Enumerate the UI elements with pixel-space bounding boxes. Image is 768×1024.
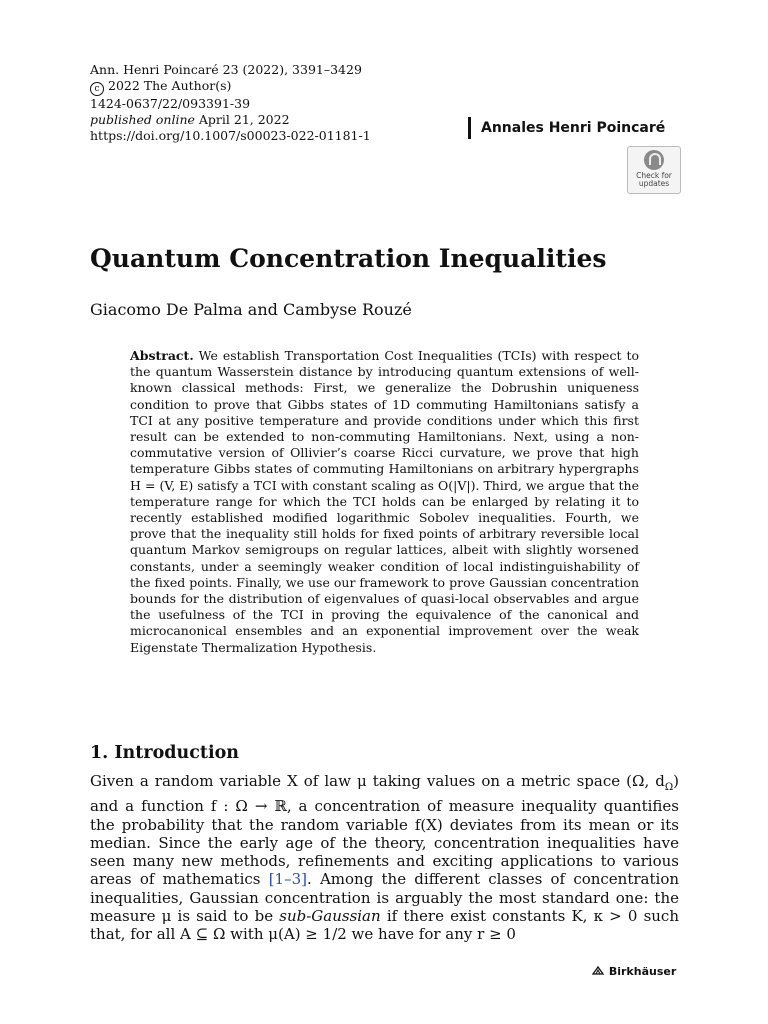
abstract-text: We establish Transportation Cost Inequalities (TCIs) with respect to the quantum Wasserstein distance by introducing quantum extensions of well-known classical methods: First, we generalize the Dobrushin uniqueness condition to prove that Gibbs states of 1D commuting Hamiltonians satisfy a TCI at any positive temperature and provide conditions under which this first result can be extended to non-commuting Hamiltonians. Next, using a non-commutative version of Ollivier’s coarse Ricci curvature, we prove that high temperature Gibbs states of commuting Hamiltonians on arbitrary hypergraphs H = (V, E) satisfy a TCI with constant scaling as O(|V|). Third, we argue that the temperature range for which the TCI holds can be enlarged by relating it to recently established modified logarithmic Sobolev inequalities. Fourth, we prove that the inequality still holds for fixed points of arbitrary reversible local quantum Markov semigroups on regular lattices, albeit with slightly worsened constants, under a seemingly weaker condition of local indistinguishability of the fixed points. Finally, we use our framework to prove Gaussian concentration bounds for the distribution of eigenvalues of quasi-local observables and argue the usefulness of the TCI in proving the equivalence of the canonical and microcanonical ensembles and an exponential improvement over the weak Eigenstate Thermalization Hypothesis. (130, 348, 639, 655)
author-list: Giacomo De Palma and Cambyse Rouzé (90, 300, 412, 319)
copyright-line: c 2022 The Author(s) (90, 78, 371, 96)
abstract (130, 348, 639, 656)
issn-line: 1424-0637/22/093391-39 (90, 96, 251, 111)
copyright-icon: c (90, 82, 104, 96)
citation-line: Ann. Henri Poincaré 23 (2022), 3391–3429 (90, 62, 362, 77)
published-online-line: published online April 21, 2022 (90, 112, 290, 127)
intro-paragraph: Given a random variable X of law μ taking values on a metric space (Ω, $d_\Omega$) and a function f : Ω → ℝ, a concentration of measure inequality quantifies the probability that the random variable f(X) deviates from its mean or its median. Since the early age of the theory, concentration inequalities have seen many new methods, refinements and exciting applications to various areas of mathematics [1–3]. Among the different classes of concentration inequalities, Gaussian concentration is arguably the most standard one: the measure μ is said to be sub-Gaussian if there exist constants K, κ > 0 such that, for all A ⊆ Ω with μ(A) ≥ 1/2 we have for any r ≥ 0 (90, 772, 680, 944)
doi-link[interactable]: https://doi.org/10.1007/s00023-022-01181-1 (90, 128, 371, 143)
check-for-updates-icon (644, 150, 664, 170)
publisher-logo: Birkhäuser (592, 965, 676, 978)
term-sub-gaussian: sub-Gaussian (279, 907, 381, 926)
citation-link[interactable]: [1–3] (268, 870, 307, 889)
journal-name: Annales Henri Poincaré (468, 117, 665, 139)
abstract-label: Abstract. (130, 348, 194, 363)
birkhauser-logo-icon (592, 965, 605, 976)
section-heading: 1. Introduction (90, 743, 239, 763)
check-for-updates-button[interactable]: Check for updates (627, 146, 681, 194)
publication-metadata (90, 62, 371, 144)
paper-title: Quantum Concentration Inequalities (90, 244, 607, 273)
